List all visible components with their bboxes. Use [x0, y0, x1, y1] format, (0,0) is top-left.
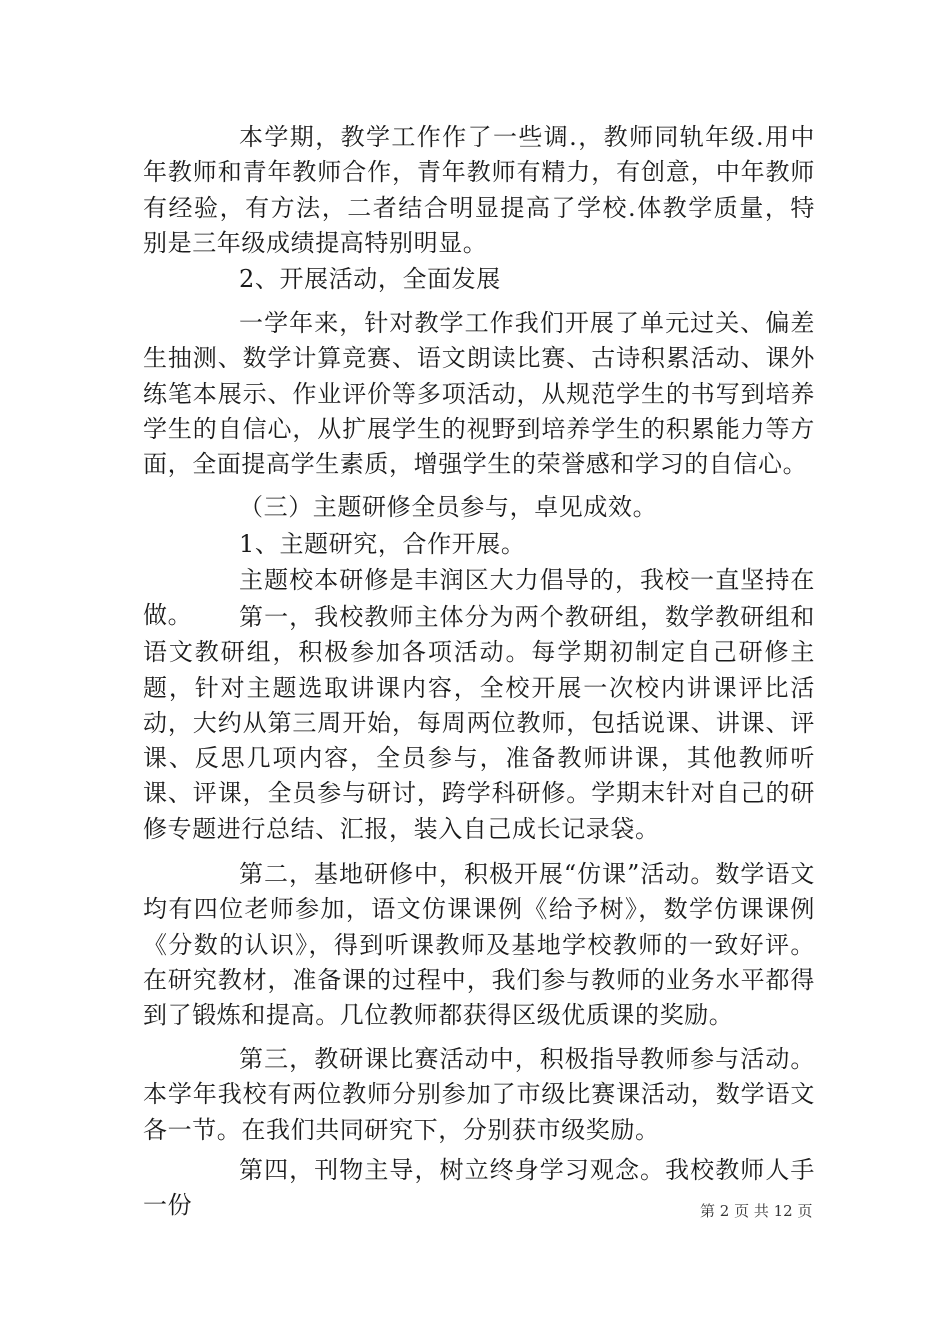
paragraph-first: 第一，我校教师主体分为两个教研组，数学教研组和语文教研组，积极参加各项活动。每学期初制定自己研修主题，针对主题选取讲课内容，全校开展一次校内讲课评比活动，大约从第三周开始，每周两位教师，包括说课、讲课、评课、反思几项内容，全员参与，准备教师讲课，其他教师听课、评课，全员参与研讨，跨学科研修。学期末针对自己的研修专题进行总结、汇报，装入自己成长记录袋。: [143, 603, 815, 843]
paragraph-teaching-adjustment: 本学期，教学工作作了一些调.，教师同轨年级.用中年教师和青年教师合作，青年教师有精力，有创意，中年教师有经验，有方法，二者结合明显提高了学校.体教学质量，特别是三年级成绩提高特别明显。: [143, 123, 815, 257]
heading-theme-study: 1、主题研究，合作开展。: [239, 530, 526, 558]
paragraph-activities: 一学年来，针对教学工作我们开展了单元过关、偏差生抽测、数学计算竞赛、语文朗读比赛、古诗积累活动、课外练笔本展示、作业评价等多项活动，从规范学生的书写到培养学生的自信心，从扩展学生的视野到培养学生的积累能力等方面，全面提高学生素质，增强学生的荣誉感和学习的自信心。: [143, 309, 815, 479]
heading-theme-research: （三）主题研修全员参与，卓见成效。: [239, 493, 658, 521]
page-number-footer: 第 2 页 共 12 页: [700, 1202, 813, 1220]
paragraph-second: 第二，基地研修中，积极开展“仿课”活动。数学语文均有四位老师参加，语文仿课课例《给予树》，数学仿课课例《分数的认识》，得到听课教师及基地学校教师的一致好评。在研究教材，准备课的过程中，我们参与教师的业务水平都得到了锻炼和提高。几位教师都获得区级优质课的奖励。: [143, 860, 815, 1030]
paragraph-third: 第三，教研课比赛活动中，积极指导教师参与活动。本学年我校有两位教师分别参加了市级比赛课活动，数学语文各一节。在我们共同研究下，分别获市级奖励。: [143, 1045, 815, 1144]
paragraph-school-research: 主题校本研修是丰润区大力倡导的，我校一直坚持在做。: [143, 566, 815, 630]
paragraph-fourth: 第四，刊物主导，树立终身学习观念。我校教师人手一份: [143, 1156, 815, 1220]
heading-activities: 2、开展活动，全面发展: [239, 265, 501, 293]
